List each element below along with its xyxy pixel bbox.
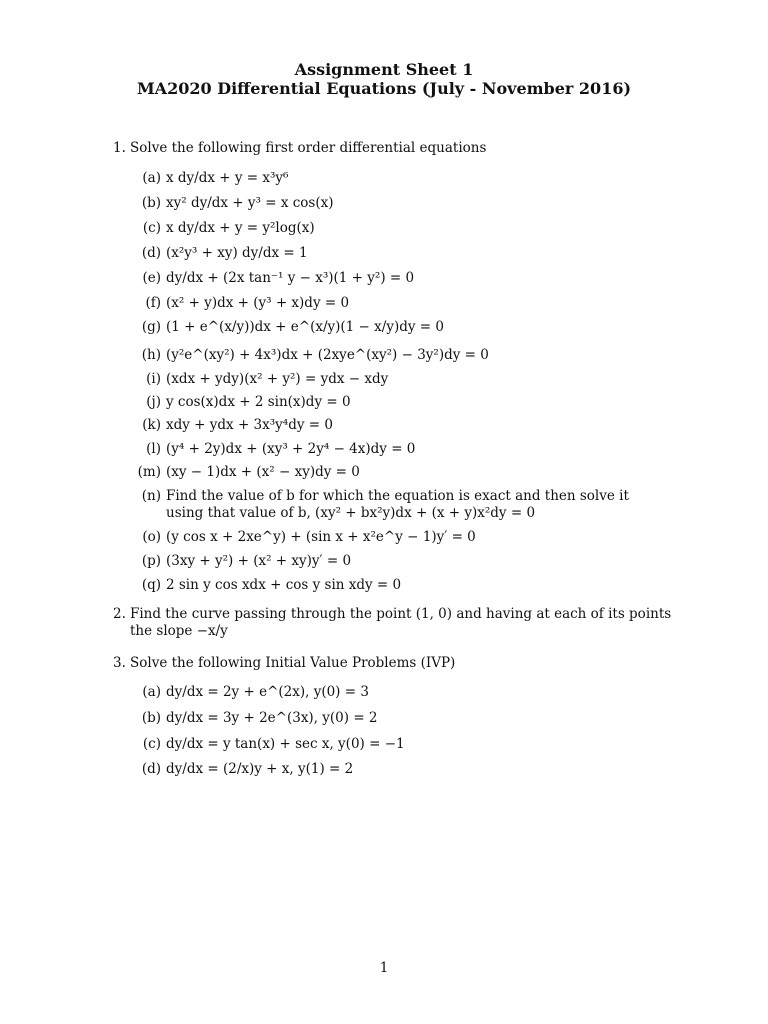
equation: 2 sin y cos xdx + cos y sin xdy = 0 [166, 577, 402, 593]
equation: (xy − 1)dx + (x² − xy)dy = 0 [166, 464, 360, 480]
list-item [131, 553, 351, 570]
item-label: (h) [141, 347, 161, 363]
item-label: (c) [142, 220, 161, 236]
item-label: (n) [141, 488, 161, 504]
item-label: (o) [142, 529, 161, 545]
equation: (y cos x + 2xe^y) + (sin x + x²e^y − 1)y′ = 0 [166, 529, 476, 545]
list-item [131, 577, 401, 594]
sheet-title: Assignment Sheet 1 [294, 60, 474, 79]
list-item [131, 170, 288, 187]
problem-number: 1. [113, 140, 126, 156]
item-label: (d) [141, 245, 161, 261]
item-label: (l) [146, 441, 161, 457]
list-item [131, 488, 671, 522]
problem-text: Solve the following first order differential equations [130, 140, 487, 156]
list-item [131, 371, 388, 388]
item-label: (k) [142, 417, 161, 433]
problem-text: Find the curve passing through the point (1, 0) and having at each of its points the slope −x/y [130, 606, 672, 639]
list-item [131, 245, 308, 262]
equation: x dy/dx + y = y²log(x) [166, 220, 315, 236]
equation: dy/dx + (2x tan⁻¹ y − x³)(1 + y²) = 0 [166, 270, 415, 286]
equation: dy/dx = y tan(x) + sec x, y(0) = −1 [166, 736, 405, 752]
equation: y cos(x)dx + 2 sin(x)dy = 0 [166, 394, 351, 410]
equation: dy/dx = (2/x)y + x, y(1) = 2 [166, 761, 354, 777]
item-label: (i) [146, 371, 161, 387]
list-item [131, 347, 489, 364]
item-label: (b) [141, 195, 161, 211]
item-label: (m) [137, 464, 161, 480]
list-item [131, 270, 414, 287]
item-label: (b) [141, 710, 161, 726]
equation: (x² + y)dx + (y³ + x)dy = 0 [166, 295, 350, 311]
problem-2 [113, 606, 673, 640]
list-item [131, 684, 369, 701]
list-item [131, 710, 378, 727]
item-label: (e) [142, 270, 161, 286]
item-label: (j) [146, 394, 161, 410]
problem-number: 2. [113, 606, 126, 622]
problem-3 [113, 655, 673, 672]
list-item [131, 736, 405, 753]
equation: x dy/dx + y = x³y⁶ [166, 170, 289, 186]
equation: xdy + ydx + 3x³y⁴dy = 0 [166, 417, 333, 433]
list-item [131, 761, 353, 778]
title-block [0, 60, 768, 98]
item-label: (q) [141, 577, 161, 593]
problem-text: Solve the following Initial Value Problems (IVP) [130, 655, 456, 671]
item-label: (p) [141, 553, 161, 569]
problem-1 [113, 140, 673, 157]
list-item [131, 529, 476, 546]
equation: dy/dx = 2y + e^(2x), y(0) = 3 [166, 684, 369, 700]
list-item [131, 464, 360, 481]
equation: xy² dy/dx + y³ = x cos(x) [166, 195, 334, 211]
item-label: (a) [142, 170, 161, 186]
item-label: (g) [141, 319, 161, 335]
list-item [131, 319, 444, 336]
equation: Find the value of b for which the equation is exact and then solve it using that value of b, (xy² + bx²y)dx + (x + y)x²dy = 0 [166, 488, 629, 521]
equation: (3xy + y²) + (x² + xy)y′ = 0 [166, 553, 352, 569]
equation: (y²e^(xy²) + 4x³)dx + (2xye^(xy²) − 3y²)dy = 0 [166, 347, 489, 363]
list-item [131, 441, 415, 458]
equation: (y⁴ + 2y)dx + (xy³ + 2y⁴ − 4x)dy = 0 [166, 441, 416, 457]
item-label: (c) [142, 736, 161, 752]
page-number: 1 [379, 960, 389, 976]
item-label: (d) [141, 761, 161, 777]
list-item [131, 417, 333, 434]
list-item [131, 195, 334, 212]
list-item [131, 394, 351, 411]
problem-number: 3. [113, 655, 126, 671]
item-label: (f) [145, 295, 161, 311]
equation: (x²y³ + xy) dy/dx = 1 [166, 245, 308, 261]
list-item [131, 295, 349, 312]
equation: dy/dx = 3y + 2e^(3x), y(0) = 2 [166, 710, 378, 726]
equation: (xdx + ydy)(x² + y²) = ydx − xdy [166, 371, 389, 387]
list-item [131, 220, 315, 237]
equation: (1 + e^(x/y))dx + e^(x/y)(1 − x/y)dy = 0 [166, 319, 444, 335]
item-label: (a) [142, 684, 161, 700]
course-title: MA2020 Differential Equations (July - November 2016) [136, 79, 632, 98]
